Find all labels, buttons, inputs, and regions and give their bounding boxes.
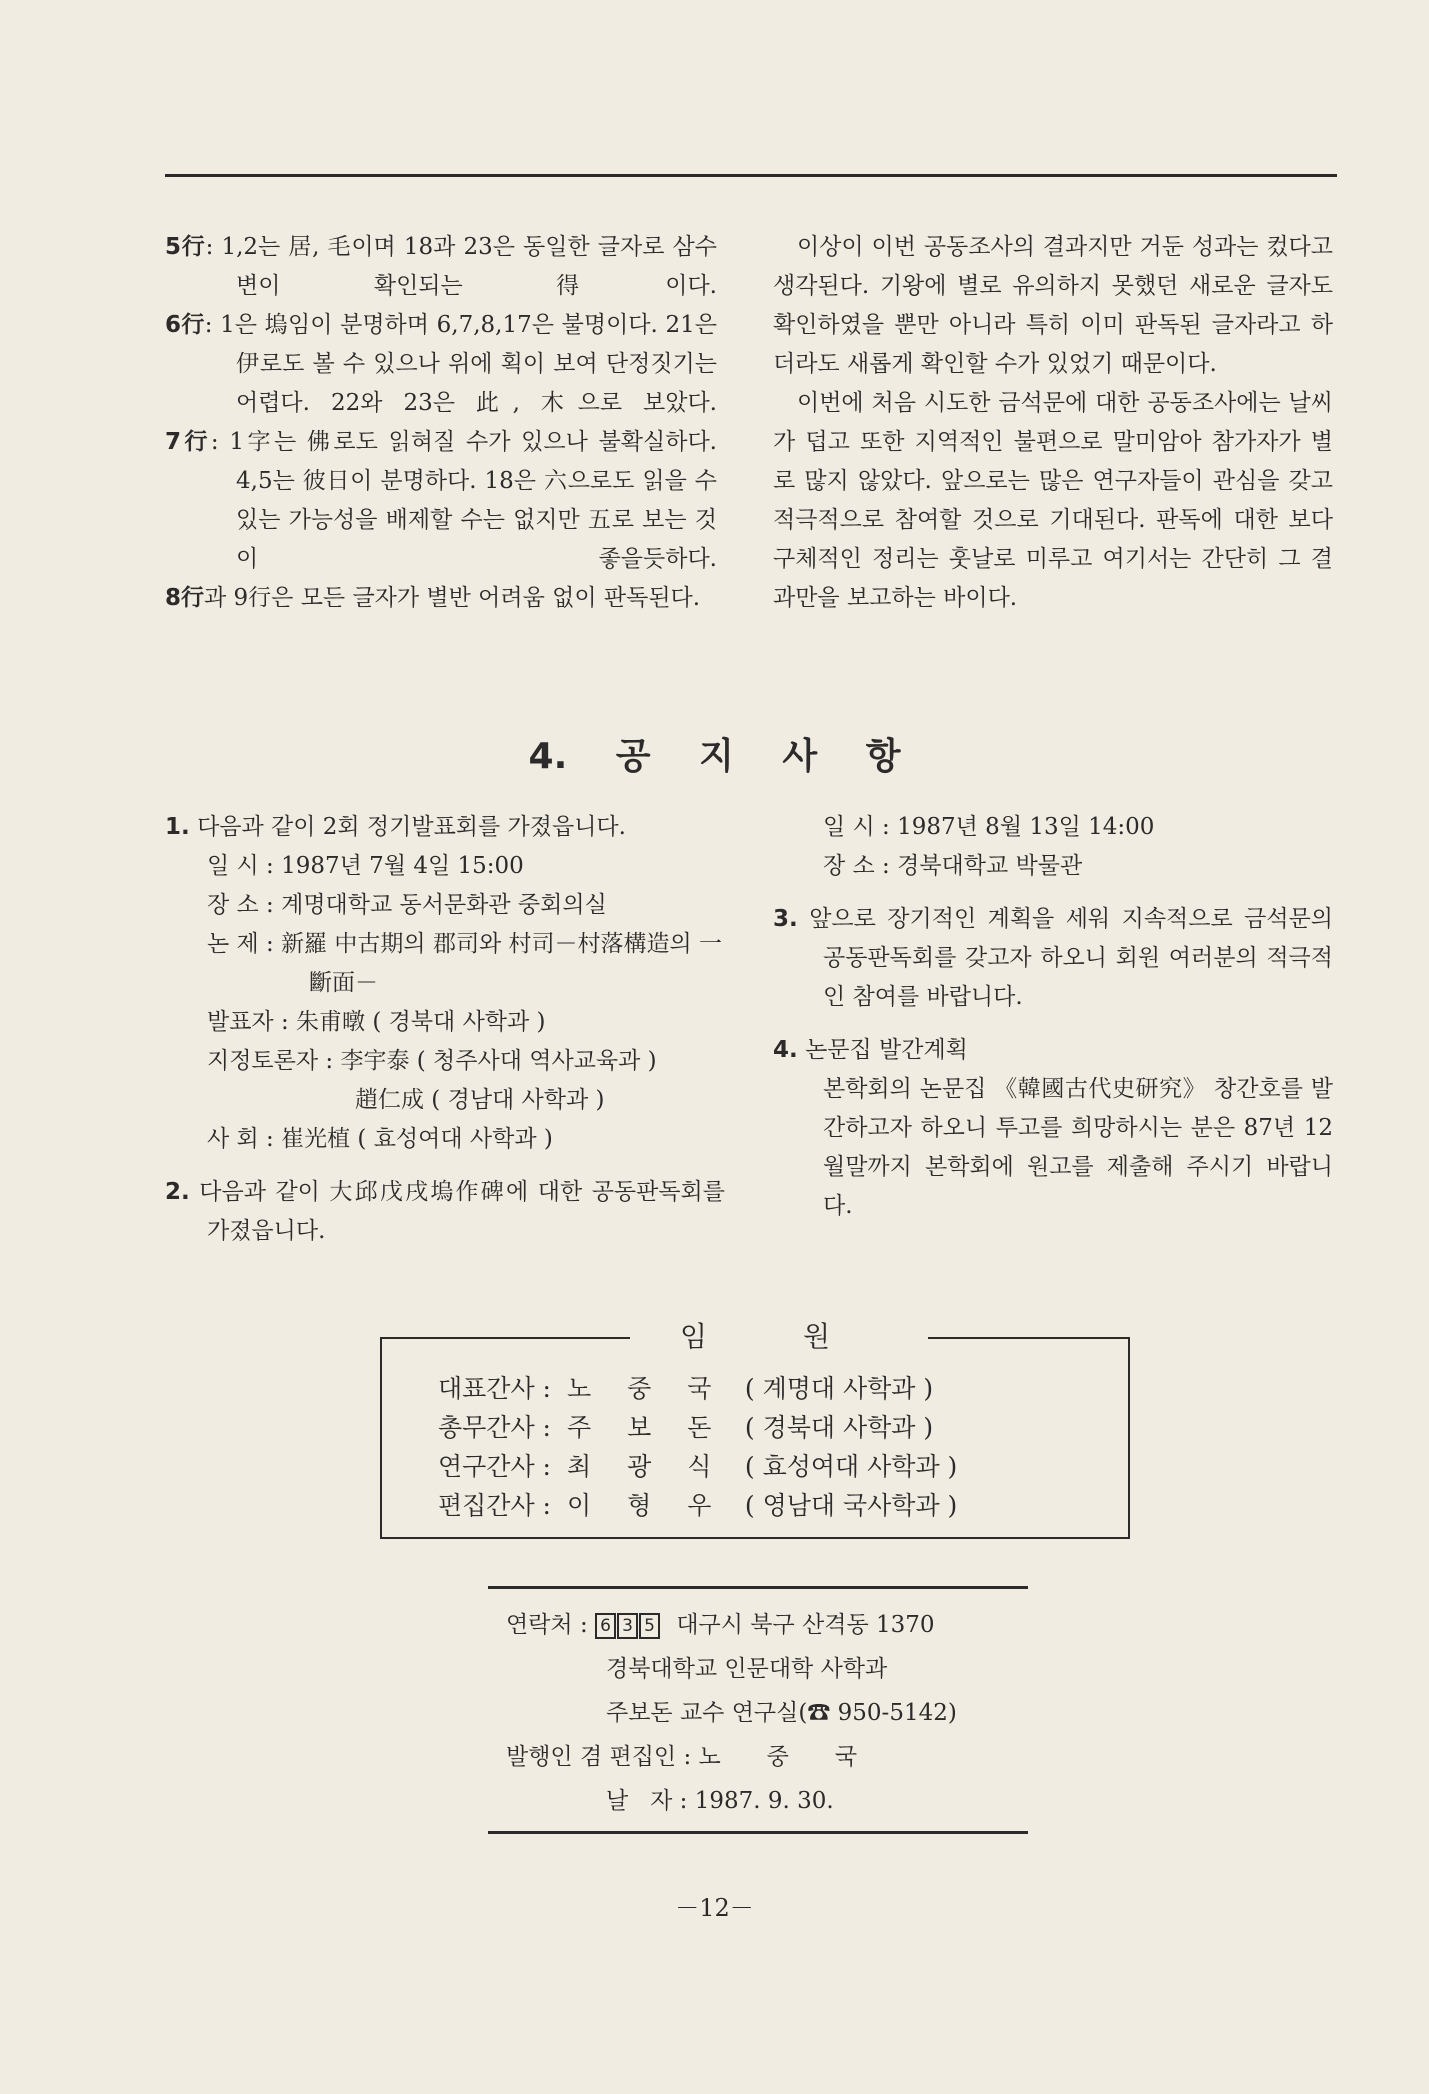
notice-1	[165, 808, 725, 847]
notice-1-moderator: 사 회 : 崔光植 ( 효성여대 사학과 )	[207, 1126, 553, 1152]
officer-role: 대표간사 :	[438, 1374, 551, 1403]
officer-affiliation: ( 계명대 사학과 )	[744, 1374, 934, 1403]
notice-4-number: 4.	[773, 1037, 798, 1063]
officers-list	[438, 1369, 957, 1525]
officer-role: 총무간사 :	[438, 1413, 551, 1442]
date-label: 날 자 :	[606, 1788, 688, 1814]
label-5: 5行	[165, 234, 206, 260]
date-line	[488, 1779, 1028, 1823]
postal-code	[595, 1613, 661, 1639]
notice-2-text: 다음과 같이 大邱戊戌塢作碑에 대한 공동판독회를 가졌읍니다.	[199, 1179, 725, 1244]
notice-1-place: 장 소 : 계명대학교 동서문화관 중회의실	[207, 892, 607, 918]
notice-4-title: 논문집 발간계획	[805, 1037, 968, 1063]
label-6: 6行	[165, 312, 205, 338]
notice-1-topic: 논 제 : 新羅 中古期의 郡司와 村司－村落構造의 一斷面－	[207, 931, 723, 996]
postal-digit: 6	[595, 1613, 616, 1639]
officers-title: 임원	[630, 1315, 928, 1355]
officer-name: 이형우	[566, 1491, 748, 1520]
publisher-line	[488, 1735, 1028, 1779]
officer-affiliation: ( 영남대 국사학과 )	[744, 1491, 958, 1520]
notice-2-date: 일 시 : 1987년 8월 13일 14:00	[823, 814, 1155, 840]
officer-row	[438, 1447, 957, 1486]
notice-3-number: 3.	[773, 906, 798, 932]
top-rule	[165, 174, 1337, 177]
officer-role: 편집간사 :	[438, 1491, 551, 1520]
contact-line-1	[488, 1603, 1028, 1647]
date-value: 1987. 9. 30.	[694, 1788, 834, 1814]
officer-name: 주보돈	[566, 1413, 748, 1442]
contact-line-2: 경북대학교 인문대학 사학과	[606, 1656, 888, 1682]
label-7: 7行	[165, 429, 211, 455]
contact-label: 연락처 :	[506, 1612, 588, 1638]
notice-2-number: 2.	[165, 1179, 190, 1205]
notice-1-discussant-1: 지정토론자 : 李宇泰 ( 청주사대 역사교육과 )	[207, 1048, 657, 1074]
text-5: : 1,2는 居, 毛이며 18과 23은 동일한 글자로 삼수변이 확인되는 得이다.	[205, 234, 717, 299]
postal-digit: 3	[617, 1613, 638, 1639]
notice-3-text: 앞으로 장기적인 계획을 세워 지속적으로 금석문의 공동판독회를 갖고자 하오니 회원 여러분의 적극적인 참여를 바랍니다.	[809, 906, 1334, 1010]
notice-2-place: 장 소 : 경북대학교 박물관	[823, 853, 1083, 879]
officer-role: 연구간사 :	[438, 1452, 551, 1481]
section-title: 4. 공 지 사 항	[528, 736, 901, 777]
left-item-7	[165, 423, 717, 579]
left-item-5	[165, 228, 717, 306]
officer-row	[438, 1408, 957, 1447]
label-8: 8行	[165, 585, 205, 611]
publisher-label: 발행인 겸 편집인 :	[506, 1744, 692, 1770]
notices-right	[773, 808, 1333, 1226]
notice-1-date: 일 시 : 1987년 7월 4일 15:00	[207, 853, 524, 879]
notices-left	[165, 808, 725, 1251]
notice-1-discussant-2: 趙仁成 ( 경남대 사학과 )	[355, 1087, 605, 1113]
notice-4-text: 본학회의 논문집 《韓國古代史研究》 창간호를 발간하고자 하오니 투고를 희망하시는 분은 87년 12월말까지 본학회에 원고를 제출해 주시기 바랍니다.	[823, 1076, 1333, 1219]
left-column	[165, 228, 717, 618]
left-item-8	[165, 579, 717, 618]
text-6: : 1은 塢임이 분명하며 6,7,8,17은 불명이다. 21은 伊로도 볼 수 있으나 위에 획이 보여 단정짓기는 어렵다. 22와 23은 此, 木으로 보았다.	[204, 312, 717, 416]
notice-1-text: 다음과 같이 2회 정기발표회를 가졌읍니다.	[197, 814, 626, 840]
officer-affiliation: ( 경북대 사학과 )	[744, 1413, 934, 1442]
postal-digit: 5	[639, 1613, 660, 1639]
publisher-name: 노 중 국	[698, 1744, 864, 1770]
officer-affiliation: ( 효성여대 사학과 )	[744, 1452, 958, 1481]
contact-address: 대구시 북구 산격동 1370	[676, 1612, 935, 1638]
officer-row	[438, 1369, 957, 1408]
officer-name: 최광식	[566, 1452, 748, 1481]
right-paragraph-1: 이상이 이번 공동조사의 결과지만 거둔 성과는 컸다고 생각된다. 기왕에 별로 유의하지 못했던 새로운 글자도 확인하였을 뿐만 아니라 특히 이미 판독된 글자라고 하더라도 새롭게 확인할 수가 있었기 때문이다.	[773, 234, 1333, 377]
page-number: －12－	[675, 1894, 754, 1922]
officers-box	[380, 1320, 1130, 1539]
officer-row	[438, 1486, 957, 1525]
notice-1-number: 1.	[165, 814, 190, 840]
text-7: : 1字는 佛로도 읽혀질 수가 있으나 불확실하다. 4,5는 彼日이 분명하다. 18은 六으로도 읽을 수 있는 가능성을 배제할 수는 없지만 五로 보는 것이 좋을듯하다.	[210, 429, 717, 572]
left-item-6	[165, 306, 717, 423]
notice-2	[165, 1173, 725, 1251]
notice-1-presenter: 발표자 : 朱甫暾 ( 경북대 사학과 )	[207, 1009, 546, 1035]
text-8: 과 9行은 모든 글자가 별반 어려움 없이 판독된다.	[204, 585, 701, 611]
contact-line-3: 주보돈 교수 연구실(☎ 950-5142)	[606, 1700, 957, 1726]
officer-name: 노중국	[566, 1374, 748, 1403]
notice-3	[773, 900, 1333, 1017]
right-column	[773, 228, 1333, 618]
contact-block	[488, 1586, 1028, 1834]
notice-4	[773, 1031, 1333, 1070]
right-paragraph-2: 이번에 처음 시도한 금석문에 대한 공동조사에는 날씨가 덥고 또한 지역적인 불편으로 말미암아 참가자가 별로 많지 않았다. 앞으로는 많은 연구자들이 관심을 갖고 적극적으로 참여할 것으로 기대된다. 판독에 대한 보다 구체적인 정리는 훗날로 미루고 여기서는 간단히 그 결과만을 보고하는 바이다.	[773, 390, 1333, 611]
